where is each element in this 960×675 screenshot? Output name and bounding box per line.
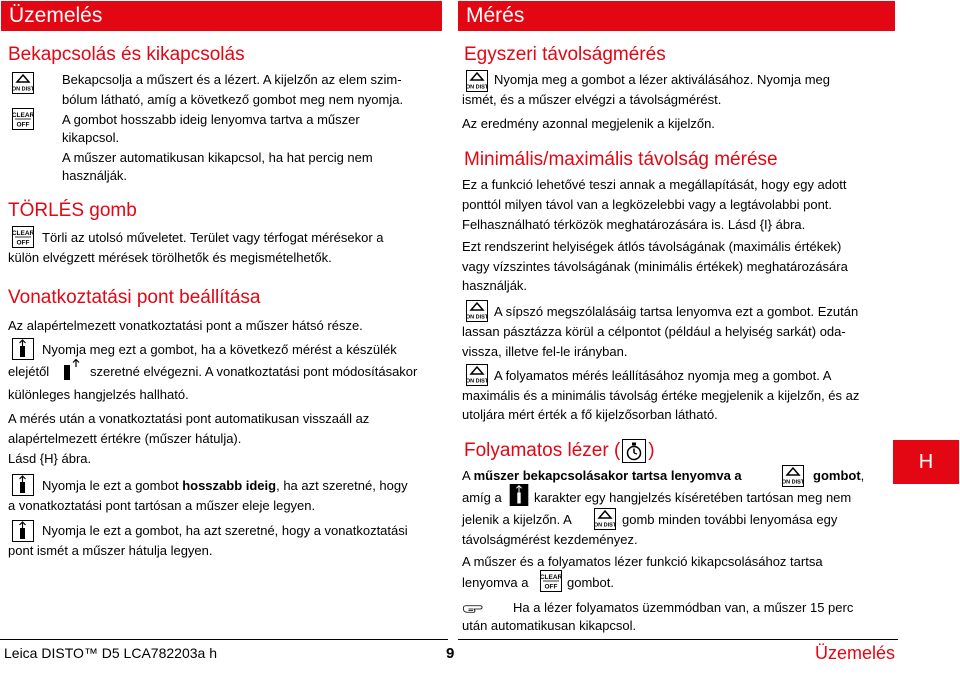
footer-rule-left [0,639,448,640]
figure-reference: Lásd {H} ábra. [8,451,92,466]
reference-text-line: pont ismét a műszer hátulja legyen. [8,543,213,558]
svg-text:ON DIST: ON DIST [12,86,34,93]
minmax-text-line: ponttól milyen távol van a legközelebbi vagy a legtávolabbi pont. [462,197,833,212]
power-text-line: Bekapcsolja a műszert és a lézert. A kijelzőn az elem szim- [62,72,402,87]
reference-button-icon [12,520,34,542]
minmax-text-line: vagy vízszintes távolságának (minimális értékek) meghatározására [462,259,848,274]
svg-text:ON DIST: ON DIST [782,479,804,486]
note-text-line: Ha a lézer folyamatos üzemmódban van, a műszer 15 perc [513,600,854,615]
svg-text:CLEAR: CLEAR [540,574,562,581]
single-text-line: Az eredmény azonnal megjelenik a kijelzőn. [462,116,715,131]
power-text-line: A gombot hosszabb ideig lenyomva tartva a műszer [62,112,360,127]
svg-text:ON DIST: ON DIST [466,84,488,91]
reference-button-icon [12,474,34,496]
minmax-text-line: maximális és a minimális távolság értéke megjelenik a kijelzőn, és az [462,388,860,403]
footer-rule-right [458,639,898,640]
stopwatch-icon [622,439,646,463]
continuous-text-line: gomb minden további lenyomása egy [622,512,838,527]
minmax-text-line: A sípszó megszólalásáig tartsa lenyomva ezt a gombot. Ezután [494,304,859,319]
laser-char-icon [508,484,530,510]
continuous-text-line: gombot. [567,575,614,590]
clear-off-button-icon [540,570,562,592]
on-dist-button-icon [466,70,488,92]
footer-section: Üzemelés [815,643,896,663]
note-text-line: után automatikusan kikapcsol. [462,618,637,633]
left-section-title: Üzemelés [1,1,442,31]
reference-text-line: a vonatkoztatási pont tartósan a műszer eleje legyen. [8,498,316,513]
reference-text-line: különleges hangjelzés hallható. [8,387,189,402]
svg-text:ON DIST: ON DIST [466,314,488,321]
power-text-line: kikapcsol. [62,130,120,145]
reference-text-line: szeretné elvégezni. A vonatkoztatási pont módosításakor [90,364,418,379]
reference-text-line: Nyomja meg ezt a gombot, ha a következő mérést a készülék [42,342,397,357]
reference-text-line: A mérés után a vonatkoztatási pont automatikusan visszaáll az [8,411,370,426]
continuous-text-line: A műszer és a folyamatos lézer funkció kikapcsolásához tartsa [462,554,823,569]
continuous-text-line: karakter egy hangjelzés kíséretében tartósan meg nem [534,490,852,505]
continuous-text-line: gombot, [813,468,865,483]
heading-min-max: Minimális/maximális távolság mérése [464,149,778,170]
front-reference-icon [62,358,84,380]
minmax-text-line: használják. [462,278,528,293]
right-section-title: Mérés [458,1,895,31]
continuous-text-line: lenyomva a [462,575,529,590]
svg-text:CLEAR: CLEAR [12,230,34,237]
minmax-text-line: A folyamatos mérés leállításához nyomja meg a gombot. A [494,368,832,383]
power-text-line: használják. [62,168,128,183]
continuous-text-line: jelenik a kijelzőn. A [462,512,572,527]
minmax-text-line: utoljára mért érték a fő kijelzősorban látható. [462,407,718,422]
svg-text:OFF: OFF [16,121,30,129]
continuous-text-line: amíg a [462,490,502,505]
clear-off-button-icon [12,226,34,248]
power-text-line: bólum látható, amíg a következő gombot meg nem nyomja. [62,92,404,107]
heading-continuous-laser: Folyamatos lézer ( ) [464,440,655,461]
reference-text-line: alapértelmezett értékre (műszer hátulja). [8,431,242,446]
page-number: 9 [446,645,455,662]
power-text-line: A műszer automatikusan kikapcsol, ha hat percig nem [62,150,373,165]
minmax-text-line: vissza, illetve fel-le irányban. [462,344,628,359]
minmax-text-line: lassan pásztázza körül a célpontot (például a helyiség sarkát) oda- [462,324,846,339]
reference-button-icon [12,338,34,360]
on-dist-button-icon [12,72,34,94]
heading-clear-button: TÖRLÉS gomb [8,200,137,221]
continuous-text-line: távolságmérést kezdeményez. [462,532,638,547]
on-dist-button-icon [466,364,488,386]
svg-text:OFF: OFF [544,583,558,591]
on-dist-button-icon [782,465,808,487]
clear-off-button-icon [12,108,34,130]
minmax-text-line: Felhasználható térközök meghatározására is. Lásd {I} ábra. [462,217,806,232]
reference-text-line: elejétől [8,364,50,379]
heading-power-on-off: Bekapcsolás és kikapcsolás [8,44,245,65]
emphasis-long-press: hosszabb ideig [182,478,277,493]
svg-text:OFF: OFF [16,239,30,247]
svg-text:CLEAR: CLEAR [12,112,34,119]
single-text-line: ismét, és a műszer elvégzi a távolságmérést. [462,92,722,107]
on-dist-button-icon [594,508,616,530]
on-dist-button-icon [466,300,488,322]
heading-single-distance: Egyszeri távolságmérés [464,44,666,65]
heading-reference-point: Vonatkoztatási pont beállítása [8,287,261,308]
reference-text-line: Nyomja le ezt a gombot, ha azt szeretné, hogy a vonatkoztatási [42,523,408,538]
svg-text:ON DIST: ON DIST [466,378,488,385]
footer-product: Leica DISTO™ D5 LCA782203a h [4,645,217,661]
single-text-line: Nyomja meg a gombot a lézer aktiválásához. Nyomja meg [494,72,830,87]
reference-text-line: Nyomja le ezt a gombot hosszabb ideig, ha azt szeretné, hogy [42,478,408,493]
minmax-text-line: Ez a funkció lehetővé teszi annak a megállapítását, hogy egy adott [462,177,847,192]
minmax-text-line: Ezt rendszerint helyiségek átlós távolságának (maximális értékek) [462,239,842,254]
reference-text-line: Az alapértelmezett vonatkoztatási pont a műszer hátsó része. [8,318,363,333]
chapter-tab: H [893,440,959,484]
clear-text-line: külön elvégzett mérések törölhetők és megismételhetők. [8,250,332,265]
clear-text-line: Törli az utolsó műveletet. Terület vagy térfogat mérésekor a [42,230,384,245]
continuous-text-line: A műszer bekapcsolásakor tartsa lenyomva a [462,468,742,483]
svg-text:ON DIST: ON DIST [594,522,616,529]
